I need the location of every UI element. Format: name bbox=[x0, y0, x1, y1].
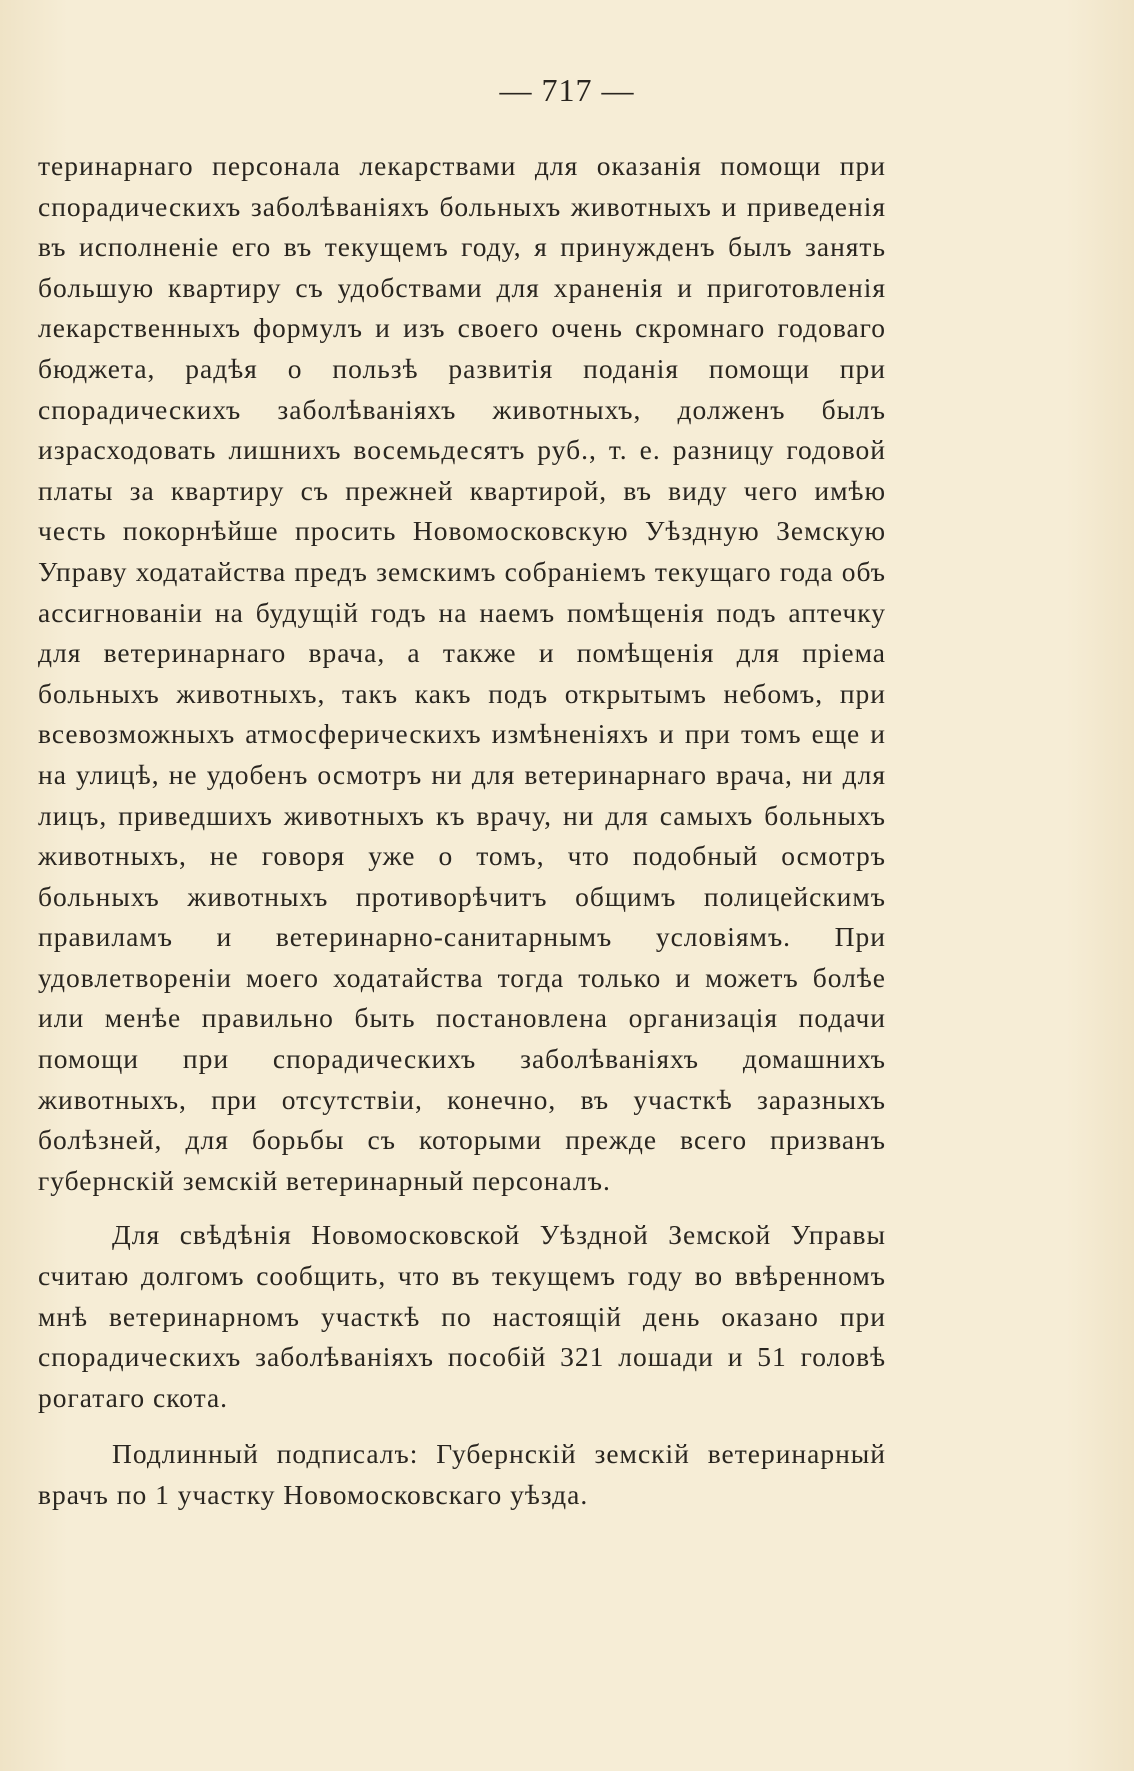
document-body bbox=[38, 146, 886, 1516]
paragraph-report: Для свѣдѣнія Новомосковской Уѣздной Земской Управы считаю долгомъ сообщить, что въ текущемъ году во ввѣренномъ мнѣ ветеринарномъ участкѣ по настоящій день оказано при спорадическихъ заболѣваніяхъ пособій 321 лошади и 51 головѣ рогатаго скота. bbox=[38, 1219, 886, 1413]
paragraph-signature: Подлинный подписалъ: Губернскій земскій ветеринарный врачъ по 1 участку Новомосковскаго уѣзда. bbox=[38, 1438, 886, 1510]
page-number: — 717 — bbox=[499, 72, 635, 108]
paragraph-continuation: теринарнаго персонала лекарствами для оказанія помощи при спорадическихъ заболѣваніяхъ больныхъ животныхъ и приведенія въ исполненіе его въ текущемъ году, я принужденъ былъ занять большую квартиру съ удобствами для храненія и приготовленія лекарственныхъ формулъ и изъ своего очень скромнаго годоваго бюджета, радѣя о пользѣ развитія поданія помощи при спорадическихъ заболѣваніяхъ животныхъ, долженъ былъ израсходовать лишнихъ восемьдесятъ руб., т. е. разницу годовой платы за квартиру съ прежней квартирой, въ виду чего имѣю честь покорнѣйше просить Новомосковскую Уѣздную Земскую Управу ходатайства предъ земскимъ собраніемъ текущаго года объ ассигнованіи на будущій годъ на наемъ помѣщенія подъ аптечку для ветеринарнаго врача, а также и помѣщенія для пріема больныхъ животныхъ, такъ какъ подъ открытымъ небомъ, при всевозможныхъ атмосферическихъ измѣненіяхъ и при томъ еще и на улицѣ, не удобенъ осмотръ ни для ветеринарнаго врача, ни для лицъ, приведшихъ животныхъ къ врачу, ни для самыхъ больныхъ животныхъ, не говоря уже о томъ, что подобный осмотръ больныхъ животныхъ противорѣчитъ общимъ полицейскимъ правиламъ и ветеринарно-санитарнымъ условіямъ. При удовлетвореніи моего ходатайства тогда только и можетъ болѣе или менѣе правильно быть постановлена организація подачи помощи при спорадическихъ заболѣваніяхъ домашнихъ животныхъ, при отсутствіи, конечно, въ участкѣ заразныхъ болѣзней, для борьбы съ которыми прежде всего призванъ губернскій земскій ветеринарный персоналъ. bbox=[38, 150, 886, 1196]
